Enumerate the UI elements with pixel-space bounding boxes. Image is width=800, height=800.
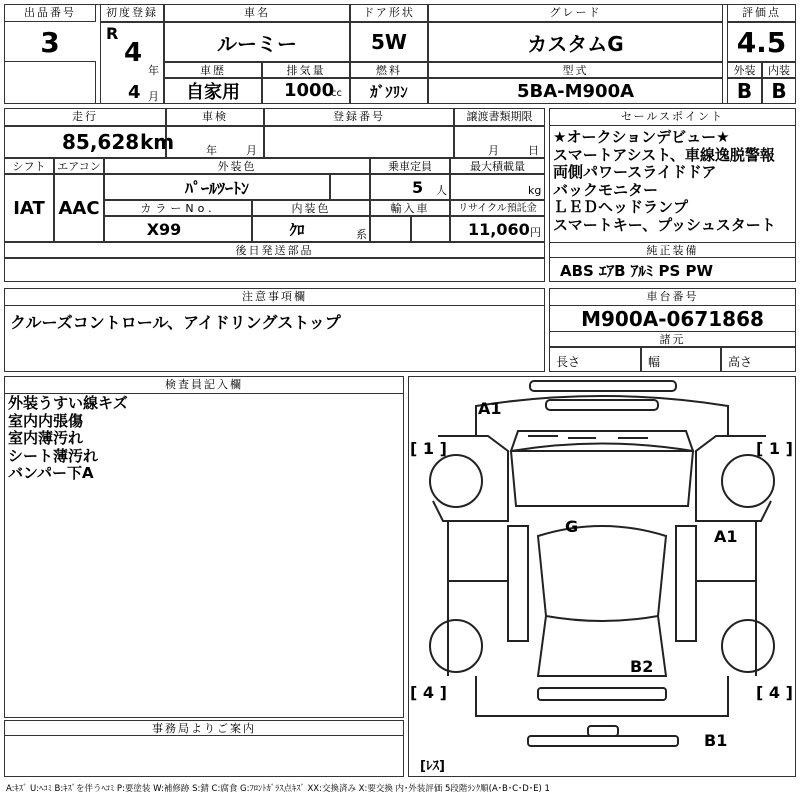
first-reg-label: 初度登録 xyxy=(100,4,164,22)
damage-mark: G xyxy=(565,517,579,536)
int-color: ｸﾛ xyxy=(289,220,305,239)
equipment: ABS ｴｱB ｱﾙﾐ PS PW xyxy=(560,262,714,280)
door-box xyxy=(350,22,428,62)
interior-label: 内装 xyxy=(762,62,796,78)
load-label: 最大積載量 xyxy=(450,158,545,174)
fuel-label: 燃料 xyxy=(350,62,428,78)
displacement: 1000 xyxy=(284,80,335,101)
damage-mark: A1 xyxy=(478,399,502,418)
notes-label: 注意事項欄 xyxy=(4,288,545,306)
model: 5BA-M900A xyxy=(516,80,635,102)
sales-item: スマートアシスト、車線逸脱警報 xyxy=(553,145,775,164)
mileage-unit: km xyxy=(140,130,175,154)
grade-label: グレード xyxy=(428,4,723,22)
damage-mark: A1 xyxy=(714,527,738,546)
length-label: 長さ xyxy=(556,355,581,369)
chassis-label: 車台番号 xyxy=(549,288,796,306)
tire-rl: [ 4 ] xyxy=(410,683,447,702)
inspector-item: 室内薄汚れ xyxy=(8,429,84,447)
import-divider xyxy=(410,216,412,242)
inspector-item: シート薄汚れ xyxy=(8,446,99,465)
color-no-label: カラーNo. xyxy=(104,200,252,216)
color: ﾊﾟｰﾙﾂｰﾄﾝ xyxy=(184,178,249,198)
capacity-label: 乗車定員 xyxy=(370,158,450,174)
lot-no-label: 出品番号 xyxy=(4,4,96,22)
displacement-label: 排気量 xyxy=(262,62,350,78)
inspector-item: 外装うすい線キズ xyxy=(8,394,128,412)
dims-label: 諸元 xyxy=(549,331,796,347)
score: 4.5 xyxy=(736,25,787,59)
sales-item: スマートキー、プッシュスタート xyxy=(553,215,776,234)
car-name: ルーミー xyxy=(217,31,297,56)
grade: カスタムG xyxy=(527,31,624,56)
score-box xyxy=(727,22,796,62)
int-color-label: 内装色 xyxy=(252,200,370,216)
inspection-label: 車検 xyxy=(166,108,264,126)
office-label: 事務局よりご案内 xyxy=(4,720,404,736)
capacity-unit: 人 xyxy=(436,184,447,197)
notes-text: クルーズコントロール、アイドリングストップ xyxy=(10,313,341,332)
later-parts-label: 後日発送部品 xyxy=(4,242,545,258)
model-label: 型式 xyxy=(428,62,723,78)
legend: A:ｷｽﾞ U:ﾍｺﾐ B:ｷｽﾞを伴うﾍｺﾐ P:要塗装 W:補修跡 S:錆 C:腐食 G:ﾌﾛﾝﾄｶﾞﾗｽ点ｷｽﾞ XX:交換済み X:要交換 内･外装評価 5段階ﾗﾝｸ順(A･B･C･D･E) 1 xyxy=(6,784,550,794)
tire-fr: [ 1 ] xyxy=(756,439,793,458)
car-name-box xyxy=(164,22,350,62)
interior: B xyxy=(771,79,787,103)
color-no: X99 xyxy=(146,219,182,239)
sales-item: 両側パワースライドドア xyxy=(553,163,717,181)
mileage-label: 走行 xyxy=(4,108,166,126)
recycle: 11,060 xyxy=(468,220,530,239)
tire-fl: [ 1 ] xyxy=(410,439,447,458)
score-label: 評価点 xyxy=(727,4,796,22)
exterior: B xyxy=(736,79,753,103)
height-label: 高さ xyxy=(728,355,753,369)
load-unit: kg xyxy=(528,184,542,197)
transfer-label: 譲渡書類期限 xyxy=(454,108,545,126)
lot-no-blank xyxy=(4,61,96,104)
capacity: 5 xyxy=(412,178,424,197)
color-extra-box xyxy=(330,174,370,200)
transfer-day: 日 xyxy=(528,144,539,157)
ac: AAC xyxy=(58,197,100,219)
reg-no-box xyxy=(264,126,454,158)
import-label: 輸入車 xyxy=(370,200,450,216)
mileage: 85,628 xyxy=(62,130,140,154)
reg-no-label: 登録番号 xyxy=(264,108,454,126)
inspector-list xyxy=(8,395,128,483)
equipment-label: 純正装備 xyxy=(549,242,796,258)
lot-no: 3 xyxy=(40,25,60,59)
era: R xyxy=(106,24,119,43)
tire-rr: [ 4 ] xyxy=(756,683,793,702)
reg-year: 4 xyxy=(124,38,143,68)
reg-month: 4 xyxy=(128,82,141,103)
shift-label: シフト xyxy=(4,158,54,174)
ac-label: エアコン xyxy=(54,158,104,174)
spare-tire: [ﾚｽ] xyxy=(420,759,445,774)
sales-label: セールスポイント xyxy=(549,108,796,126)
history: 自家用 xyxy=(186,82,240,103)
car-diagram xyxy=(408,376,796,777)
sales-list xyxy=(553,129,776,234)
recycle-label: リサイクル預託金 xyxy=(450,200,545,216)
damage-mark: B1 xyxy=(704,731,728,750)
shift: IAT xyxy=(13,197,45,219)
recycle-unit: 円 xyxy=(530,226,541,239)
inspector-label: 検査員記入欄 xyxy=(4,376,404,394)
color-label: 外装色 xyxy=(104,158,370,174)
int-color-unit: 系 xyxy=(356,228,367,241)
sales-item: ★オークションデビュー★ xyxy=(553,128,730,146)
chassis-number: M900A-0671868 xyxy=(581,307,764,331)
year-unit: 年 xyxy=(148,64,159,77)
displacement-unit: cc xyxy=(331,88,342,99)
transfer-month: 月 xyxy=(488,144,499,157)
sales-item: ＬＥＤヘッドランプ xyxy=(553,198,689,216)
inspection-year: 年 xyxy=(206,144,217,157)
door: 5W xyxy=(371,30,407,54)
later-parts-box xyxy=(4,258,545,282)
damage-mark: B2 xyxy=(630,657,654,676)
grade-box xyxy=(428,22,723,62)
fuel: ｶﾞｿﾘﾝ xyxy=(370,82,408,101)
inspector-item: バンパー下A xyxy=(8,464,94,482)
door-label: ドア形状 xyxy=(350,4,428,22)
inspector-item: 室内内張傷 xyxy=(8,411,84,430)
width-label: 幅 xyxy=(648,355,661,369)
sales-item: バックモニター xyxy=(553,180,659,199)
exterior-label: 外装 xyxy=(727,62,762,78)
month-unit: 月 xyxy=(148,90,159,103)
history-label: 車歴 xyxy=(164,62,262,78)
inspection-month: 月 xyxy=(246,144,257,157)
car-name-label: 車名 xyxy=(164,4,350,22)
